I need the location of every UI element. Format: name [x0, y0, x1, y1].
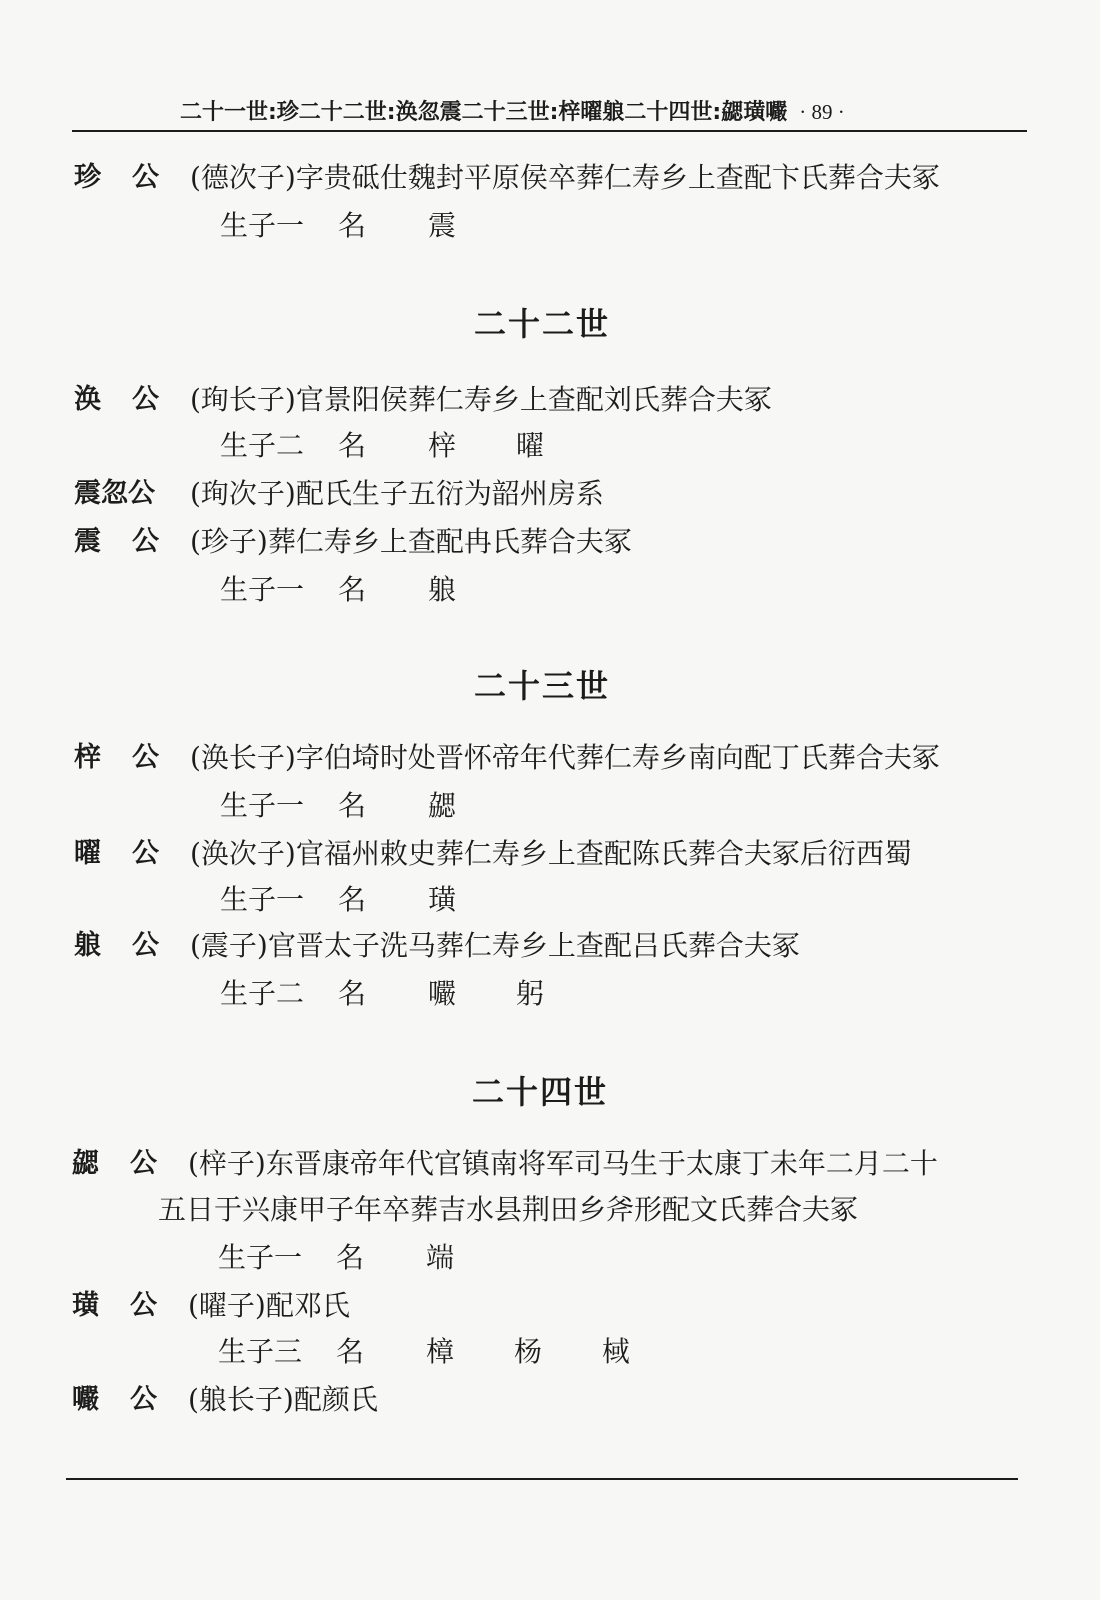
page-number: · 89 ·	[799, 100, 845, 124]
child-name-huang-2: 棫	[602, 1335, 631, 1368]
header-title: 二十一世:珍二十二世:涣忽震二十三世:梓曜躴二十四世:勰璜㘙	[180, 100, 788, 125]
entry-name-zi: 梓	[74, 742, 101, 773]
entry-gong-zhen: 公	[132, 162, 159, 193]
entry-text-lang: (震子)官晋太子洗马葬仁寿乡上查配吕氏葬合夫冢	[190, 929, 800, 962]
entry-gong-xie: 公	[130, 1148, 157, 1179]
entry-name-yao: 曜	[74, 838, 101, 869]
child-name-huan-0: 梓	[428, 429, 457, 462]
section-title-23: 二十三世	[474, 667, 611, 705]
child-name-huan-1: 曜	[516, 429, 545, 462]
entry-name-huang: 璜	[72, 1290, 99, 1321]
child-name-zi-0: 勰	[428, 789, 457, 822]
child-name-huang-0: 樟	[426, 1335, 455, 1368]
entry-text-zhen: (德次子)字贵砥仕魏封平原侯卒葬仁寿乡上查配卞氏葬合夫冢	[190, 161, 940, 194]
entry-name-xie: 勰	[72, 1148, 99, 1179]
ming-label-huang: 名	[336, 1335, 365, 1368]
entry-gong-huang: 公	[130, 1290, 157, 1321]
header-rule	[72, 130, 1027, 132]
children-count-zi: 生子一	[220, 789, 305, 822]
child-name-lang-0: 㘙	[428, 977, 457, 1010]
entry-gong-zhen2: 公	[132, 526, 159, 557]
entry-name-huan: 涣	[74, 384, 101, 415]
children-count-zhen2: 生子一	[220, 573, 305, 606]
child-name-zhen2-0: 躴	[428, 573, 457, 606]
entry-name-zhen: 珍	[74, 162, 101, 193]
entry-name-zhen2: 震	[74, 526, 101, 557]
ming-label-lang: 名	[338, 977, 367, 1010]
child-name-lang-1: 躬	[516, 977, 545, 1010]
entry-text-zhenhu: (珣次子)配氏生子五衍为韶州房系	[190, 477, 604, 510]
child-name-zhen-0: 震	[428, 209, 457, 242]
entry-text-xie: (梓子)东晋康帝年代官镇南将军司马生于太康丁未年二月二十	[188, 1147, 938, 1180]
entry-gong-xu: 公	[130, 1384, 157, 1415]
entry-text-xu: (躴长子)配颜氏	[188, 1383, 378, 1416]
ming-label-huan: 名	[338, 429, 367, 462]
children-count-huang: 生子三	[218, 1335, 303, 1368]
entry-gong-yao: 公	[132, 838, 159, 869]
children-count-yao: 生子一	[220, 883, 305, 916]
entry-name-lang: 躴	[74, 930, 101, 961]
child-name-xie-0: 端	[426, 1241, 455, 1274]
entry-text-yao: (涣次子)官福州敕史葬仁寿乡上查配陈氏葬合夫冢后衍西蜀	[190, 837, 912, 870]
entry-text-huang: (曜子)配邓氏	[188, 1289, 350, 1322]
children-count-lang: 生子二	[220, 977, 305, 1010]
children-count-huan: 生子二	[220, 429, 305, 462]
children-count-xie: 生子一	[218, 1241, 303, 1274]
entry-text-zi: (涣长子)字伯埼时处晋怀帝年代葬仁寿乡南向配丁氏葬合夫冢	[190, 741, 940, 774]
entry-gong-zi: 公	[132, 742, 159, 773]
ming-label-xie: 名	[336, 1241, 365, 1274]
child-name-huang-1: 杨	[514, 1335, 543, 1368]
section-title-24: 二十四世	[472, 1073, 609, 1111]
entry-text-zhen2: (珍子)葬仁寿乡上查配冉氏葬合夫冢	[190, 525, 632, 558]
ming-label-zhen: 名	[338, 209, 367, 242]
entry-text-huan: (珣长子)官景阳侯葬仁寿乡上查配刘氏葬合夫冢	[190, 383, 772, 416]
entry-name-zhenhu: 震忽公	[74, 478, 155, 509]
ming-label-zi: 名	[338, 789, 367, 822]
entry-text-xie-cont: 五日于兴康甲子年卒葬吉水县荆田乡斧形配文氏葬合夫冢	[158, 1193, 859, 1226]
child-name-yao-0: 璜	[428, 883, 457, 916]
section-title-22: 二十二世	[474, 305, 611, 343]
ming-label-yao: 名	[338, 883, 367, 916]
entry-gong-lang: 公	[132, 930, 159, 961]
running-header	[180, 95, 990, 129]
ming-label-zhen2: 名	[338, 573, 367, 606]
entry-name-xu: 㘙	[72, 1384, 99, 1415]
children-count-zhen: 生子一	[220, 209, 305, 242]
entry-gong-huan: 公	[132, 384, 159, 415]
footer-rule	[66, 1478, 1018, 1480]
